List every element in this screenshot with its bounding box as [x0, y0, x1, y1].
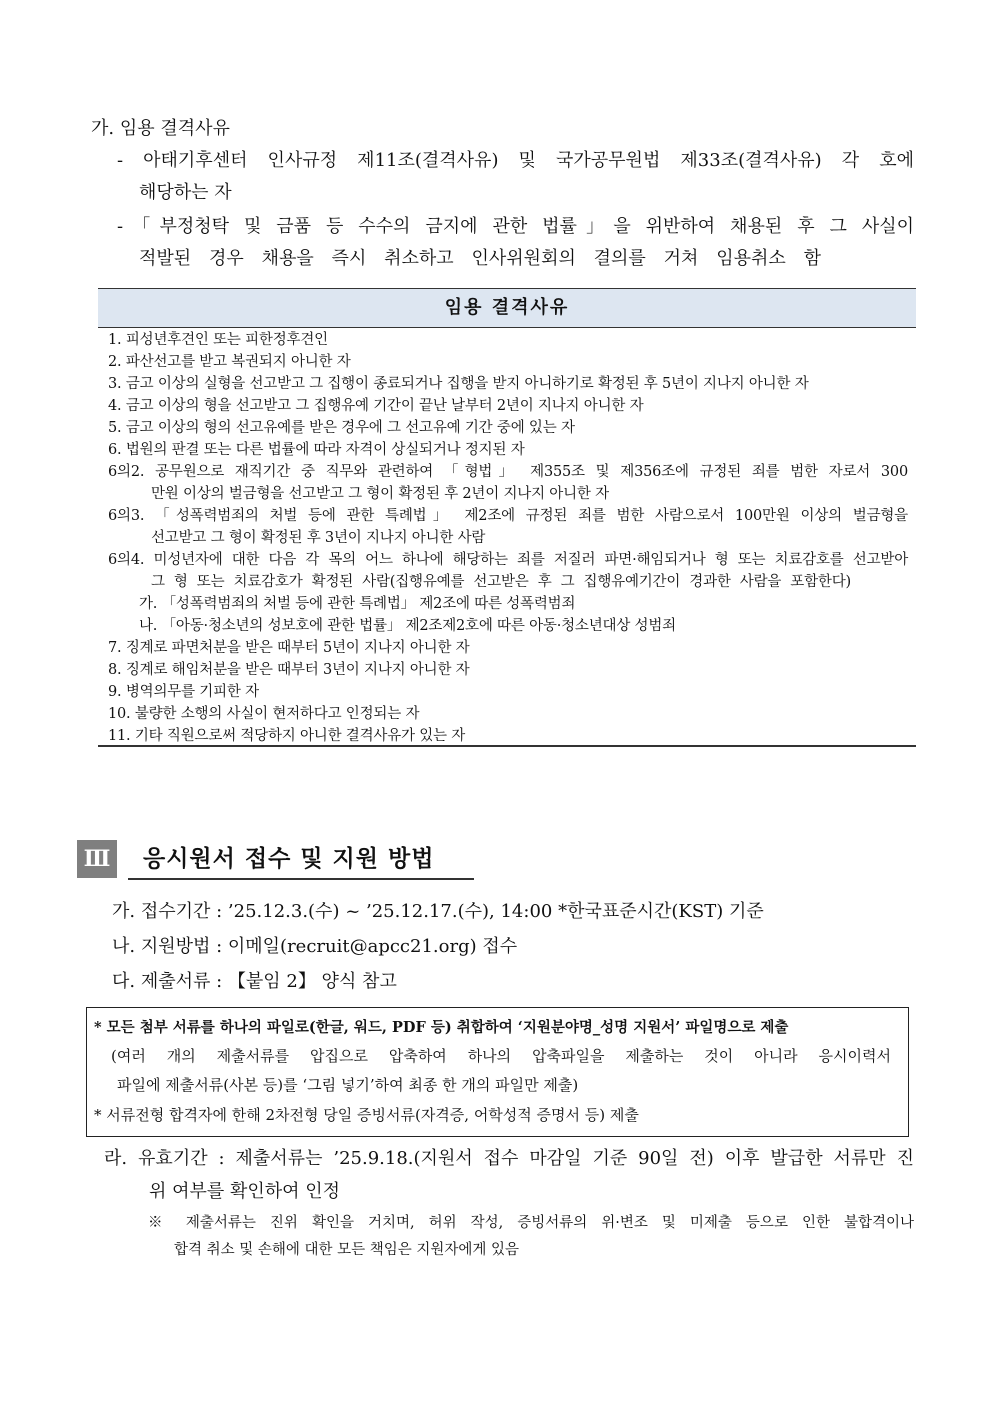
list-item: 5. 금고 이상의 형의 선고유예를 받은 경우에 그 선고유예 기간 중에 있는 자	[108, 420, 575, 436]
section-title-underline	[128, 878, 474, 880]
list-item: 8. 징계로 해임처분을 받은 때부터 3년이 지나지 아니한 자	[108, 662, 470, 678]
list-item: 11. 기타 직원으로써 적당하지 아니한 결격사유가 있는 자	[108, 728, 466, 744]
notice-line: * 서류전형 합격자에 한해 2차전형 당일 증빙서류(자격증, 어학성적 증명서 등) 제출	[94, 1106, 639, 1124]
list-item: 가. 「성폭력범죄의 처벌 등에 관한 특례법」 제2조에 따른 성폭력범죄	[139, 596, 576, 612]
bullet1-line2: 해당하는 자	[139, 182, 232, 203]
list-item: 나. 「아동·청소년의 성보호에 관한 법률」 제2조제2호에 따른 아동·청소년대상 성범죄	[139, 618, 676, 634]
list-item: 2. 파산선고를 받고 복권되지 아니한 자	[108, 354, 351, 370]
list-item: 7. 징계로 파면처분을 받은 때부터 5년이 지나지 아니한 자	[108, 640, 470, 656]
list-item: 만원 이상의 벌금형을 선고받고 그 형이 확정된 후 2년이 지나지 아니한 자	[151, 486, 609, 502]
bullet1-line1: - 아태기후센터 인사규정 제11조(결격사유) 및 국가공무원법 제33조(결격사유) 각 호에	[117, 150, 914, 171]
list-item: 1. 피성년후견인 또는 피한정후견인	[108, 332, 328, 348]
notice-line: 파일에 제출서류(사본 등)를 ‘그림 넣기’하여 최종 한 개의 파일만 제출)	[117, 1076, 579, 1094]
section-ga-heading: 가. 임용 결격사유	[91, 118, 230, 139]
list-item: 6의4. 미성년자에 대한 다음 각 목의 어느 하나에 해당하는 죄를 저질러 파면·해임되거나 형 또는 치료감호를 선고받아	[108, 552, 908, 568]
disclaimer-line2: 합격 취소 및 손해에 대한 모든 책임은 지원자에게 있음	[174, 1242, 520, 1258]
notice-box	[86, 1007, 909, 1137]
table-title: 임용 결격사유	[98, 288, 916, 328]
bullet2-line1: -「부정청탁 및 금품 등 수수의 금지에 관한 법률」을 위반하여 채용된 후 그 사실이	[117, 216, 914, 237]
notice-line: (여러 개의 제출서류를 압집으로 압축하여 하나의 압축파일을 제출하는 것이 아니라 응시이력서	[111, 1047, 891, 1065]
validity-period-line2: 위 여부를 확인하여 인정	[149, 1181, 341, 1202]
section-title: 응시원서 접수 및 지원 방법	[143, 846, 435, 872]
bullet2-line2: 적발된 경우 채용을 즉시 취소하고 인사위원회의 결의를 거쳐 임용취소 함	[139, 248, 821, 269]
application-period: 가. 접수기간 : ’25.12.3.(수) ~ ’25.12.17.(수), 14:00 *한국표준시간(KST) 기준	[112, 901, 764, 922]
list-item: 9. 병역의무를 기피한 자	[108, 684, 259, 700]
list-item: 그 형 또는 치료감호가 확정된 사람(집행유예를 선고받은 후 그 집행유예기간이 경과한 사람을 포함한다)	[151, 574, 851, 590]
required-documents: 다. 제출서류 : 【붙임 2】 양식 참고	[112, 971, 397, 992]
list-item: 선고받고 그 형이 확정된 후 3년이 지나지 아니한 사람	[151, 530, 486, 546]
section-number-badge: Ⅲ	[77, 840, 117, 878]
list-item: 6. 법원의 판결 또는 다른 법률에 따라 자격이 상실되거나 정지된 자	[108, 442, 525, 458]
disqualification-list	[98, 327, 916, 747]
list-item: 3. 금고 이상의 실형을 선고받고 그 집행이 종료되거나 집행을 받지 아니하기로 확정된 후 5년이 지나지 아니한 자	[108, 376, 809, 392]
list-item: 6의2. 공무원으로 재직기간 중 직무와 관련하여 「형법」 제355조 및 제356조에 규정된 죄를 범한 자로서 300	[108, 464, 908, 480]
notice-line: * 모든 첨부 서류를 하나의 파일로(한글, 워드, PDF 등) 취합하여 ‘지원분야명_성명 지원서’ 파일명으로 제출	[94, 1019, 789, 1036]
application-method: 나. 지원방법 : 이메일(recruit@apcc21.org) 접수	[112, 936, 518, 957]
list-item: 6의3. 「성폭력범죄의 처벌 등에 관한 특례법」 제2조에 규정된 죄를 범한 사람으로서 100만원 이상의 벌금형을	[108, 508, 908, 524]
list-item: 10. 불량한 소행의 사실이 현저하다고 인정되는 자	[108, 706, 420, 722]
disclaimer-line1: ※ 제출서류는 진위 확인을 거치며, 허위 작성, 증빙서류의 위·변조 및 미제출 등으로 인한 불합격이나	[148, 1215, 914, 1231]
list-item: 4. 금고 이상의 형을 선고받고 그 집행유예 기간이 끝난 날부터 2년이 지나지 아니한 자	[108, 398, 644, 414]
validity-period-line1: 라. 유효기간 : 제출서류는 ’25.9.18.(지원서 접수 마감일 기준 90일 전) 이후 발급한 서류만 진	[104, 1148, 914, 1169]
